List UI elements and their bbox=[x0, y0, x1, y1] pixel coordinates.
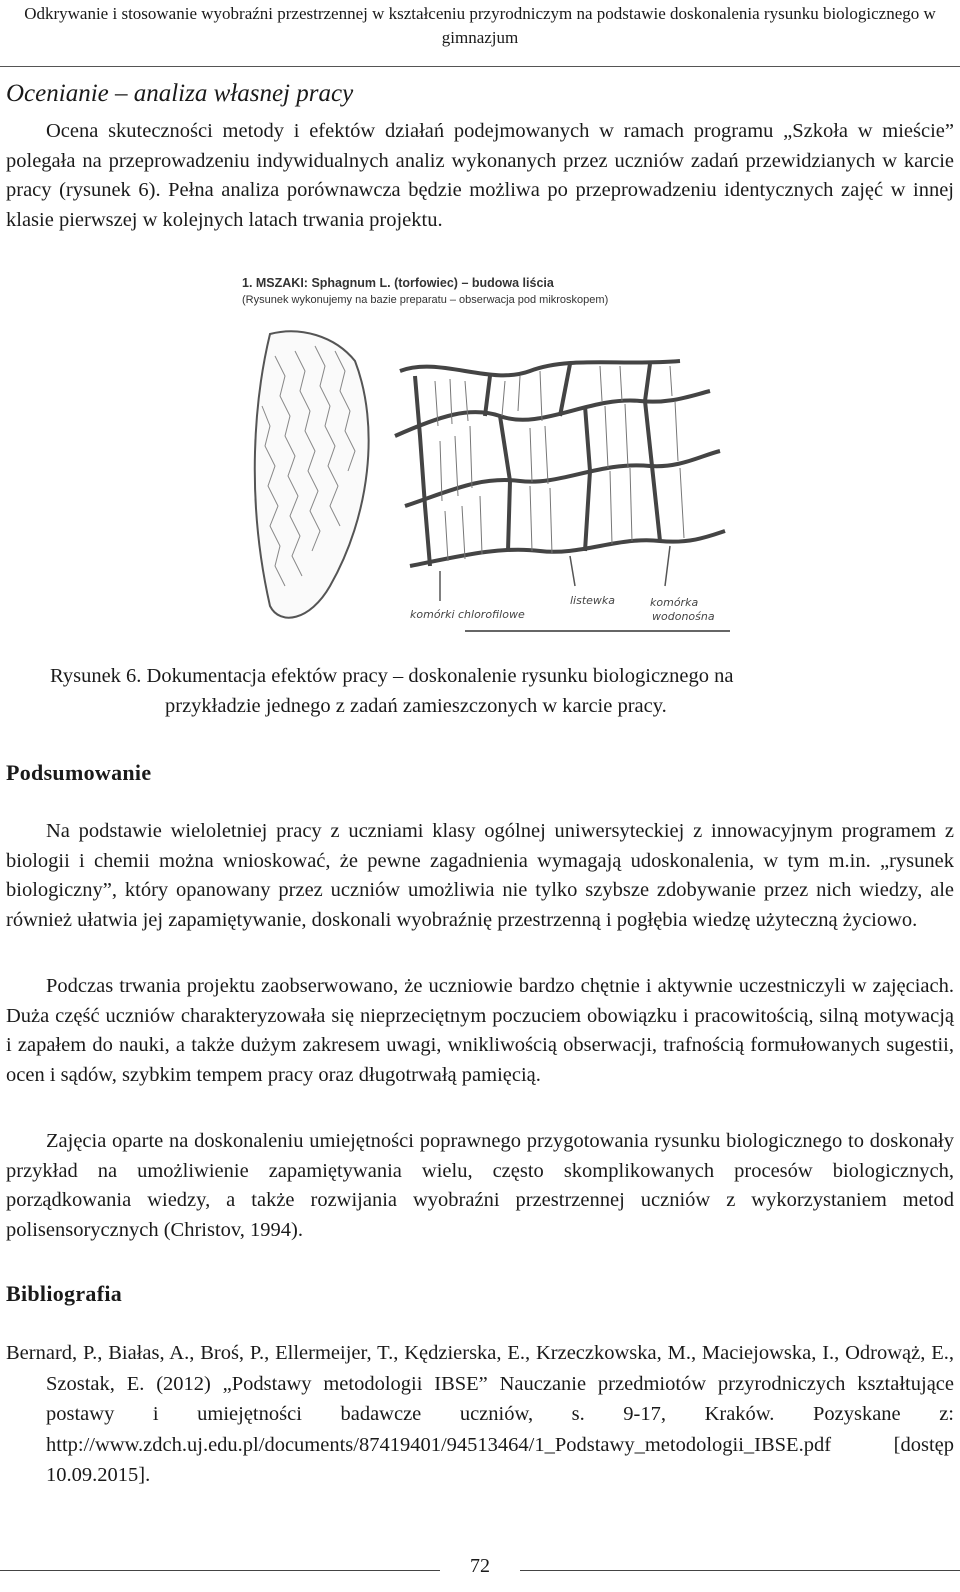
header-rule bbox=[0, 66, 960, 67]
figure-title: 1. MSZAKI: Sphagnum L. (torfowiec) – budowa liścia bbox=[242, 276, 554, 290]
moss-leaf-drawing bbox=[240, 276, 740, 646]
caption-line-1: Rysunek 6. Dokumentacja efektów pracy – doskonalenie rysunku biologicznego na bbox=[50, 665, 734, 687]
bibliography-entry: Bernard, P., Białas, A., Broś, P., Ellermeijer, T., Kędzierska, E., Krzeczkowska, M., Maciejowska, I., Odrowąż, E., Szostak, E. (2012) „Podstawy metodologii IBSE” Nauczanie przedmiotów przyrodniczych kształtujące postawy i umiejętności badawcze uczniów, s. 9-17, Kraków. Pozyskane z: http://www.zdch.uj.edu.pl/documents/87419401/94513464/1_Podstawy_metodologii_IBSE.pdf [dostęp 10.09.2015]. bbox=[6, 1342, 954, 1486]
footer-rule-left bbox=[0, 1570, 440, 1571]
page-number: 72 bbox=[470, 1555, 490, 1577]
label-water-cell-1: komórka bbox=[650, 596, 699, 609]
figure-drawing bbox=[240, 276, 740, 646]
figure-caption bbox=[50, 661, 930, 721]
label-chlorophyll-cells: komórki chlorofilowe bbox=[410, 608, 525, 621]
summary-paragraph-2: Podczas trwania projektu zaobserwowano, że uczniowie bardzo chętnie i aktywnie uczestniczyli w zajęciach. Duża część uczniów charakteryzowała się nieprzeciętnym poczuciem obowiązku i pracowitością, silną motywacją i zapałem do nauki, a także dużym zakresem uwagi, wnikliwością obserwacji, trafnością formułowanych sugestii, ocen i sądów, szybkim tempem pracy oraz długotrwałą pamięcią. bbox=[6, 975, 954, 1086]
footer-rule-right bbox=[520, 1570, 960, 1571]
summary-paragraph-1: Na podstawie wieloletniej pracy z uczniami klasy ogólnej uniwersyteckiej z innowacyjnym programem z biologii i chemii można wnioskować, że pewne zagadnienia wymagają udoskonalenia, w tym m.in. „rysunek biologiczny”, który opanowany przez uczniów umożliwia nie tylko szybsze zdobywanie przez nich wiedzy, ale również ułatwia jej zapamiętywanie, doskonali wyobraźnię przestrzenną i pogłębia wiedzę użyteczną życiowo. bbox=[6, 820, 954, 931]
label-ridge: listewka bbox=[570, 594, 616, 607]
summary-paragraph-3: Zajęcia oparte na doskonaleniu umiejętności poprawnego przygotowania rysunku biologicznego to doskonały przykład na umożliwienie zapamiętywania wielu, często skomplikowanych procesów biologicznych, porządkowania wiedzy, a także rozwijania wyobraźni przestrzennej uczniów z wykorzystaniem metod polisensorycznych (Christov, 1994). bbox=[6, 1130, 954, 1241]
caption-line-2: przykładzie jednego z zadań zamieszczonych w karcie pracy. bbox=[165, 695, 667, 717]
figure-subtitle: (Rysunek wykonujemy na bazie preparatu – obserwacja pod mikroskopem) bbox=[242, 294, 609, 306]
assessment-paragraph: Ocena skuteczności metody i efektów działań podejmowanych w ramach programu „Szkoła w mieście” polegała na przeprowadzeniu indywidualnych analiz wykonanych przez uczniów zadań przewidzianych w karcie pracy (rysunek 6). Pełna analiza porównawcza będzie możliwa po przeprowadzeniu identycznych zajęć w innej klasie pierwszej w kolejnych latach trwania projektu. bbox=[6, 120, 954, 231]
label-water-cell-2: wodonośna bbox=[652, 610, 715, 623]
running-header: Odkrywanie i stosowanie wyobraźni przestrzennej w kształceniu przyrodniczym na podstawie doskonalenia rysunku biologicznego w gimnazjum bbox=[24, 4, 936, 47]
bibliography-heading: Bibliografia bbox=[6, 1281, 123, 1306]
section-title-assessment: Ocenianie – analiza własnej pracy bbox=[6, 80, 354, 107]
summary-heading: Podsumowanie bbox=[6, 760, 152, 785]
